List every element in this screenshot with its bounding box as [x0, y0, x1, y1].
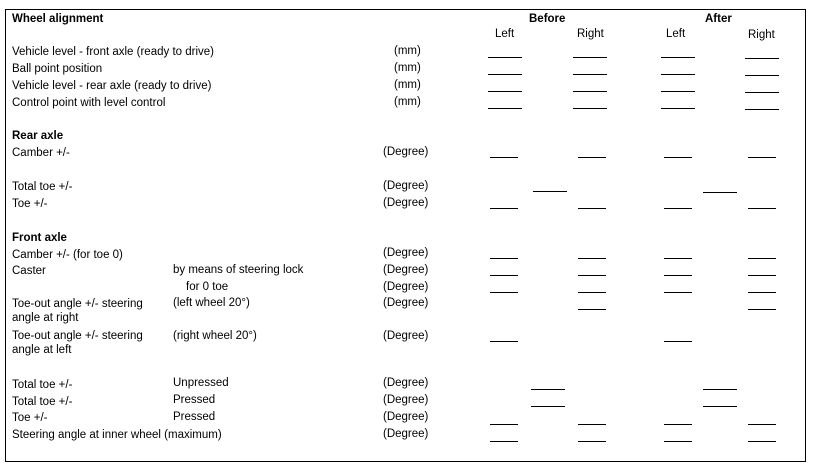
value-entry-blank: [531, 406, 565, 407]
value-entry-blank: [748, 309, 776, 310]
vehicle-level-rear-label: Vehicle level - rear axle (ready to drive): [12, 80, 212, 92]
before-heading: Before: [529, 13, 566, 25]
value-entry-blank: [661, 91, 695, 92]
value-entry-blank: [745, 92, 779, 93]
value-entry-blank: [745, 109, 779, 110]
ball-point-label: Ball point position: [12, 63, 103, 75]
toe-out-left-label-line2: angle at left: [12, 344, 72, 356]
value-entry-blank: [573, 74, 607, 75]
unit-degree: (Degree): [383, 394, 429, 406]
unit-degree: (Degree): [383, 264, 429, 276]
value-entry-blank: [661, 108, 695, 109]
unit-degree: (Degree): [383, 297, 429, 309]
value-entry-blank: [664, 292, 692, 293]
value-entry-blank: [533, 191, 567, 192]
value-entry-blank: [578, 292, 606, 293]
form-title: Wheel alignment: [12, 13, 104, 25]
value-entry-blank: [664, 208, 692, 209]
unit-degree: (Degree): [383, 411, 429, 423]
value-entry-blank: [578, 309, 606, 310]
after-left-label: Left: [666, 28, 686, 40]
caster-zero-toe-note: for 0 toe: [186, 281, 229, 293]
value-entry-blank: [664, 275, 692, 276]
unit-degree: (Degree): [383, 247, 429, 259]
rear-total-toe-label: Total toe +/-: [12, 181, 73, 193]
value-entry-blank: [748, 441, 776, 442]
rear-axle-heading: Rear axle: [12, 130, 64, 142]
rear-toe-label: Toe +/-: [12, 198, 48, 210]
value-entry-blank: [573, 57, 607, 58]
value-entry-blank: [490, 424, 518, 425]
toe-out-right-label-line2: angle at right: [12, 312, 79, 324]
unit-degree: (Degree): [383, 197, 429, 209]
value-entry-blank: [488, 74, 522, 75]
unit-degree: (Degree): [383, 180, 429, 192]
rear-camber-label: Camber +/-: [12, 147, 70, 159]
value-entry-blank: [664, 441, 692, 442]
value-entry-blank: [748, 208, 776, 209]
value-entry-blank: [745, 75, 779, 76]
value-entry-blank: [490, 208, 518, 209]
toe-out-right-label-line1: Toe-out angle +/- steering: [12, 298, 143, 310]
value-entry-blank: [488, 57, 522, 58]
unit-degree: (Degree): [383, 330, 429, 342]
value-entry-blank: [578, 441, 606, 442]
pressed-note: Pressed: [173, 394, 216, 406]
value-entry-blank: [661, 74, 695, 75]
value-entry-blank: [490, 275, 518, 276]
value-entry-blank: [748, 258, 776, 259]
value-entry-blank: [578, 157, 606, 158]
value-entry-blank: [490, 258, 518, 259]
after-right-label: Right: [748, 29, 775, 41]
value-entry-blank: [664, 258, 692, 259]
value-entry-blank: [488, 91, 522, 92]
value-entry-blank: [748, 424, 776, 425]
value-entry-blank: [573, 108, 607, 109]
value-entry-blank: [578, 275, 606, 276]
right-wheel-20-note: (right wheel 20°): [173, 330, 257, 342]
value-entry-blank: [490, 441, 518, 442]
value-entry-blank: [703, 389, 737, 390]
value-entry-blank: [573, 91, 607, 92]
unit-degree: (Degree): [383, 281, 429, 293]
value-entry-blank: [661, 57, 695, 58]
after-heading: After: [705, 13, 732, 25]
caster-label: Caster: [12, 265, 46, 277]
value-entry-blank: [490, 292, 518, 293]
value-entry-blank: [488, 108, 522, 109]
value-entry-blank: [578, 208, 606, 209]
value-entry-blank: [490, 341, 518, 342]
pressed-note: Pressed: [173, 411, 216, 423]
value-entry-blank: [531, 389, 565, 390]
left-wheel-20-note: (left wheel 20°): [173, 297, 250, 309]
value-entry-blank: [703, 192, 737, 193]
value-entry-blank: [748, 275, 776, 276]
toe-out-left-label-line1: Toe-out angle +/- steering: [12, 330, 143, 342]
value-entry-blank: [664, 341, 692, 342]
unit-degree: (Degree): [383, 146, 429, 158]
unit-mm: (mm): [394, 79, 421, 91]
unit-degree: (Degree): [383, 377, 429, 389]
value-entry-blank: [748, 292, 776, 293]
value-entry-blank: [490, 157, 518, 158]
front-axle-heading: Front axle: [12, 232, 67, 244]
unpressed-note: Unpressed: [173, 377, 229, 389]
caster-steering-lock-note: by means of steering lock: [173, 264, 304, 276]
value-entry-blank: [578, 258, 606, 259]
unit-mm: (mm): [394, 62, 421, 74]
before-right-label: Right: [577, 28, 604, 40]
front-total-toe-unpressed-label: Total toe +/-: [12, 379, 73, 391]
vehicle-level-front-label: Vehicle level - front axle (ready to drive): [12, 46, 214, 58]
value-entry-blank: [748, 157, 776, 158]
control-point-label: Control point with level control: [12, 97, 166, 109]
value-entry-blank: [664, 157, 692, 158]
value-entry-blank: [703, 406, 737, 407]
unit-degree: (Degree): [383, 428, 429, 440]
unit-mm: (mm): [394, 96, 421, 108]
value-entry-blank: [664, 424, 692, 425]
front-camber-label: Camber +/- (for toe 0): [12, 249, 123, 261]
steering-angle-label: Steering angle at inner wheel (maximum): [12, 429, 222, 441]
unit-mm: (mm): [394, 45, 421, 57]
value-entry-blank: [578, 424, 606, 425]
front-toe-label: Toe +/-: [12, 412, 48, 424]
before-left-label: Left: [495, 28, 515, 40]
value-entry-blank: [745, 58, 779, 59]
front-total-toe-pressed-label: Total toe +/-: [12, 396, 73, 408]
